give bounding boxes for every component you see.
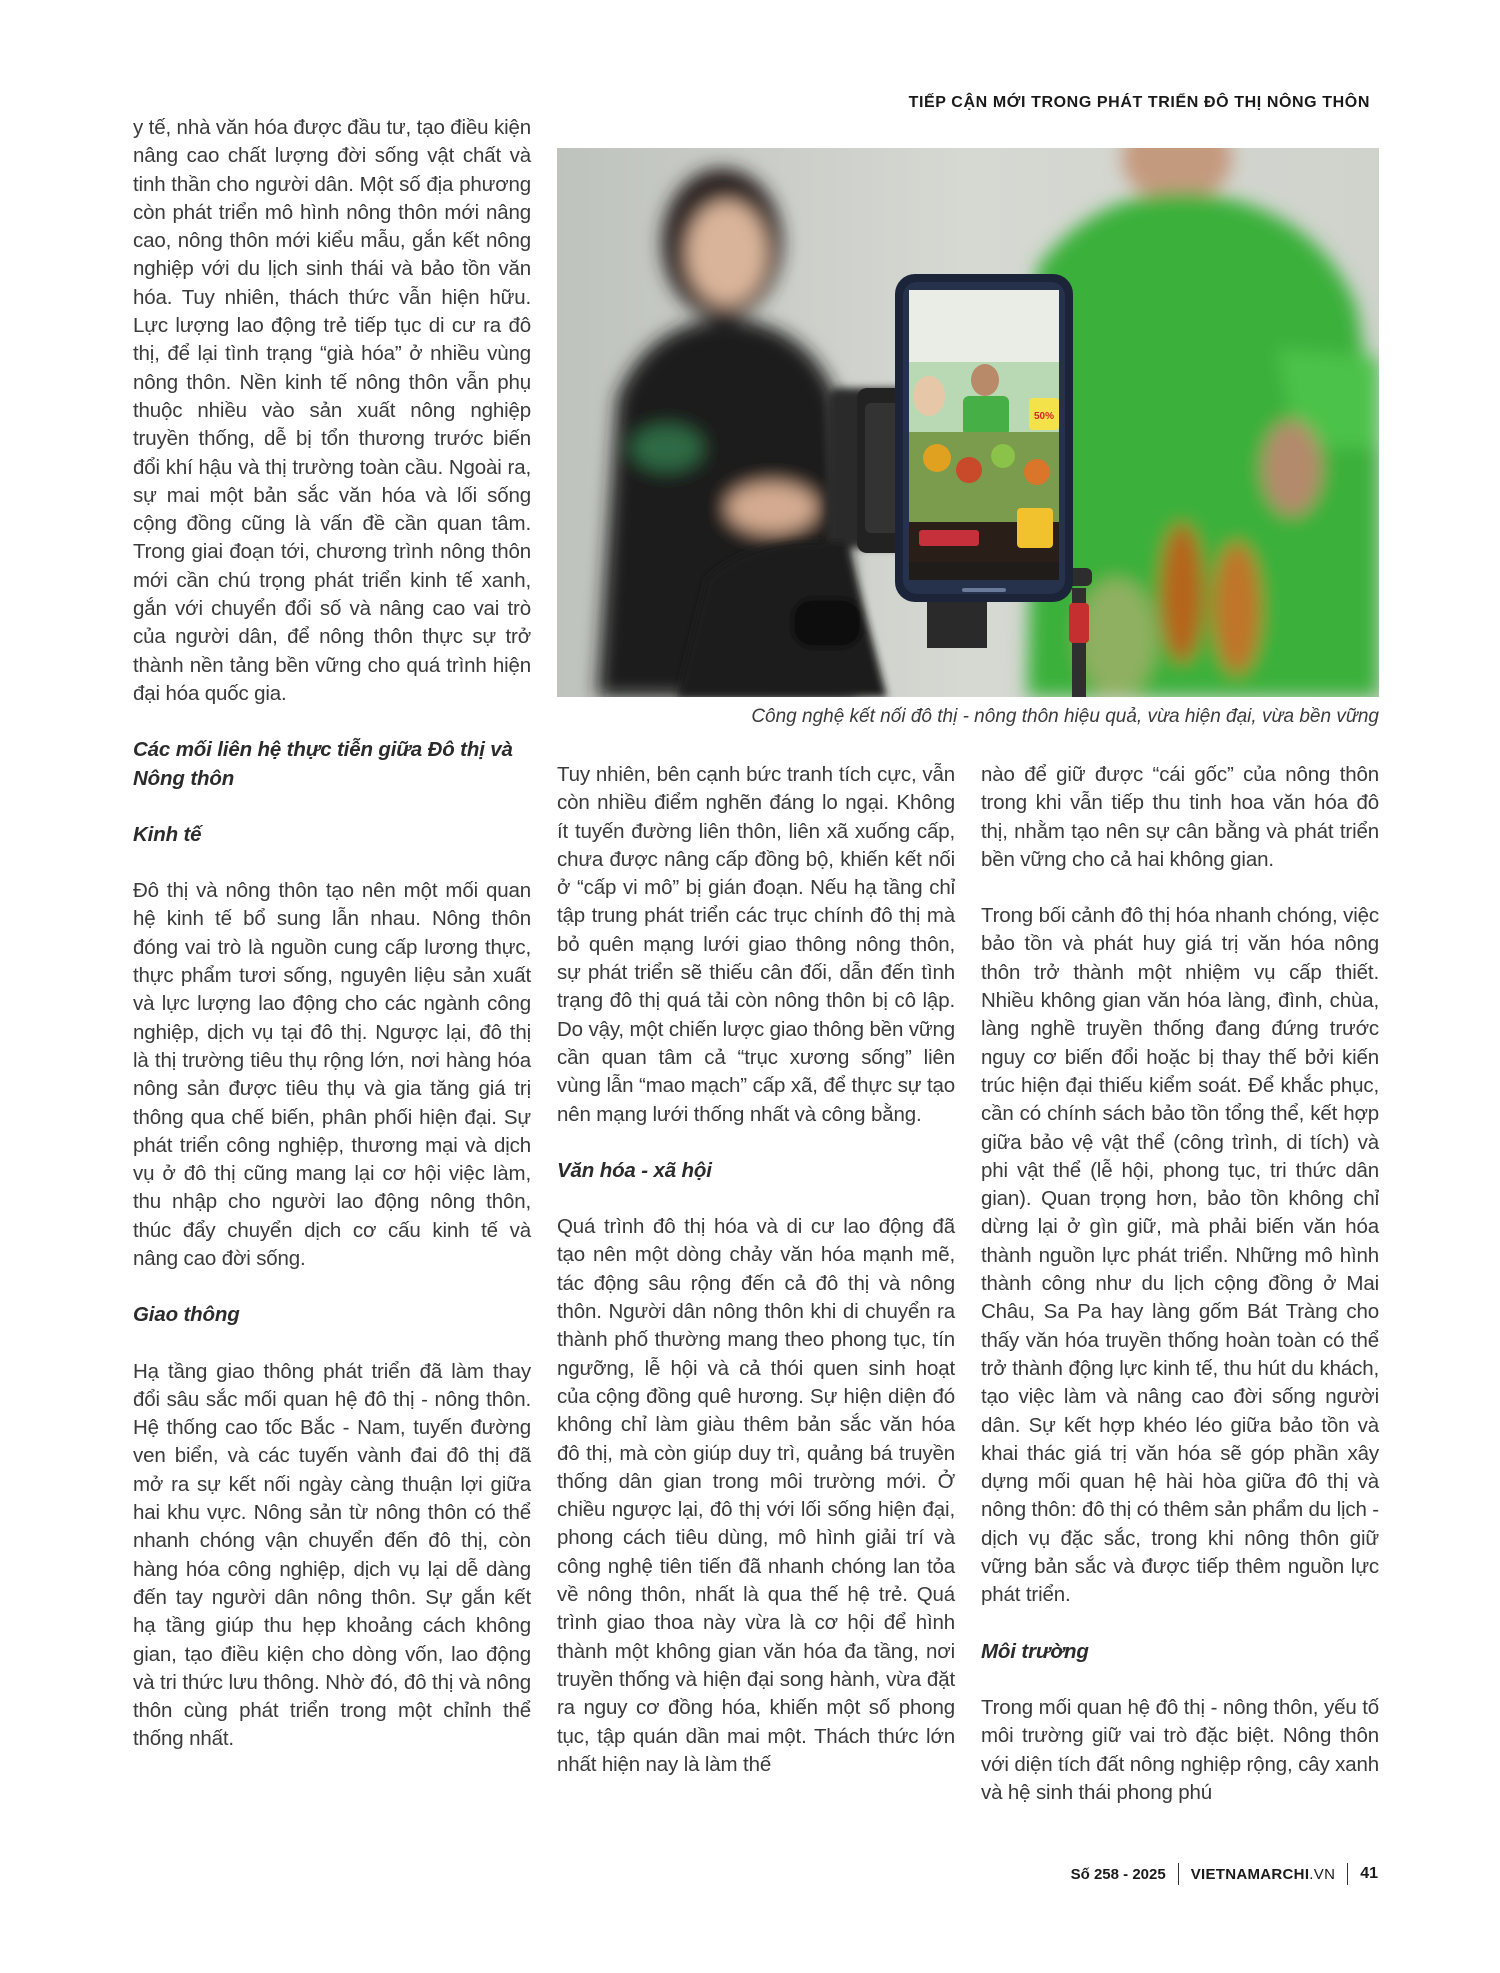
heading-environment: Môi trường <box>981 1639 1089 1663</box>
phone-screen <box>909 290 1059 580</box>
paragraph-intro: y tế, nhà văn hóa được đầu tư, tạo điều kiện nâng cao chất lượng đời sống vật chất và tinh thần cho người dân. Một số địa phương còn phát triển mô hình nông thôn mới nâng cao, nông thôn mới kiểu mẫu, gắn kết nông nghiệp với du lịch sinh thái và bảo tồn văn hóa. Tuy nhiên, thách thức vẫn hiện hữu. Lực lượng lao động trẻ tiếp tục di cư ra đô thị, để lại tình trạng “già hóa” ở nhiều vùng nông thôn. Nền kinh tế nông thôn vẫn phụ thuộc nhiều vào sản xuất nông nghiệp truyền thống, dễ bị tổn thương trước biến đổi khí hậu và thị trường toàn cầu. Ngoài ra, sự mai một bản sắc văn hóa và lối sống cộng đồng cũng là vấn đề cần quan tâm. Trong giai đoạn tới, chương trình nông thôn mới cần chú trọng phát triển kinh tế xanh, gắn với chuyển đổi số và nâng cao vai trò của người dân, để nông thôn thực sự trở thành nền tảng bền vững cho quá trình hiện đại hóa quốc gia. <box>133 116 531 705</box>
footer-divider-2 <box>1347 1863 1348 1885</box>
heading-economy: Kinh tế <box>133 822 202 846</box>
footer-divider <box>1178 1863 1179 1885</box>
paragraph-environment: Trong mối quan hệ đô thị - nông thôn, yếu tố môi trường giữ vai trò đặc biệt. Nông thôn với diện tích đất nông nghiệp rộng, cây xanh và hệ sinh thái phong phú <box>981 1695 1379 1804</box>
heading-relations: Các mối liên hệ thực tiễn giữa Đô thị và Nông thôn <box>133 738 513 790</box>
site-name-suffix: .VN <box>1309 1865 1336 1883</box>
section-header: TIẾP CẬN MỚI TRONG PHÁT TRIỂN ĐÔ THỊ NÔNG THÔN <box>908 94 1370 111</box>
livestream-phone-photo <box>557 148 1379 697</box>
paragraph-transport: Hạ tầng giao thông phát triển đã làm thay đổi sâu sắc mối quan hệ đô thị - nông thôn. Hệ thống cao tốc Bắc - Nam, tuyến đường ven biển, và các tuyến vành đai đô thị đã mở ra sự kết nối ngày càng thuận lợi giữa hai khu vực. Nông sản từ nông thôn có thể nhanh chóng vận chuyển đến đô thị, còn hàng hóa công nghiệp, dịch vụ lại dễ dàng đến tay người dân nông thôn. Sự gắn kết hạ tầng giúp thu hẹp khoảng cách không gian, tạo điều kiện cho dòng vốn, lao động và tri thức lưu thông. Nhờ đó, đô thị và nông thôn cùng phát triển trong một chỉnh thể thống nhất. <box>133 1359 531 1751</box>
photo-caption: Công nghệ kết nối đô thị - nông thôn hiệu quả, vừa hiện đại, vừa bền vững <box>751 706 1379 727</box>
article-photo <box>557 148 1379 697</box>
issue-number: Số 258 - 2025 <box>1070 1865 1166 1883</box>
paragraph-transport-cont: Tuy nhiên, bên cạnh bức tranh tích cực, vẫn còn nhiều điểm nghẽn đáng lo ngại. Không ít tuyến đường liên thôn, liên xã xuống cấp, chưa được nâng cấp đồng bộ, khiến kết nối ở “cấp vi mô” bị gián đoạn. Nếu hạ tầng chỉ tập trung phát triển các trục chính đô thị mà bỏ quên mạng lưới giao thông nông thôn, sự phát triển sẽ thiếu cân đối, dẫn đến tình trạng đô thị quá tải còn nông thôn bị cô lập. Do vậy, một chiến lược giao thông bền vững cần quan tâm cả “trục xương sống” liên vùng lẫn “mao mạch” cấp xã, để thực sự tạo nên mạng lưới thống nhất và công bằng. <box>557 763 955 1126</box>
site-name-main: VIETNAMARCHI <box>1190 1865 1310 1883</box>
paragraph-economy: Đô thị và nông thôn tạo nên một mối quan hệ kinh tế bổ sung lẫn nhau. Nông thôn đóng vai trò là nguồn cung cấp lương thực, thực phẩm tươi sống, nguyên liệu sản xuất và lực lượng lao động cho các ngành công nghiệp, dịch vụ tại đô thị. Ngược lại, đô thị là thị trường tiêu thụ rộng lớn, nơi hàng hóa nông sản được tiêu thụ và gia tăng giá trị thông qua chế biến, phân phối hiện đại. Sự phát triển công nghiệp, thương mại và dịch vụ ở đô thị cũng mang lại cơ hội việc làm, thu nhập cho người lao động nông thôn, thúc đẩy chuyển dịch cơ cấu kinh tế và nâng cao đời sống. <box>133 879 531 1270</box>
column-2 <box>557 761 955 1807</box>
column-1 <box>133 114 531 1782</box>
paragraph-culture-cont: nào để giữ được “cái gốc” của nông thôn trong khi vẫn tiếp thu tinh hoa văn hóa đô thị, nhằm tạo nên sự cân bằng và phát triển bền vững cho cả hai không gian. <box>981 763 1379 871</box>
paragraph-conservation: Trong bối cảnh đô thị hóa nhanh chóng, việc bảo tồn và phát huy giá trị văn hóa nông thôn trở thành một nhiệm vụ cấp thiết. Nhiều không gian văn hóa làng, đình, chùa, làng nghề truyền thống đang đứng trước nguy cơ biến đổi hoặc bị thay thế bởi kiến trúc hiện đại thiếu kiểm soát. Để khắc phục, cần có chính sách bảo tồn tổng thể, kết hợp giữa bảo vệ vật thể (công trình, di tích) và phi vật thể (lễ hội, phong tục, tri thức dân gian). Quan trọng hơn, bảo tồn không chỉ dừng lại ở gìn giữ, mà phải biến văn hóa thành nguồn lực phát triển. Những mô hình thành công như du lịch cộng đồng ở Mai Châu, Sa Pa hay làng gốm Bát Tràng cho thấy văn hóa truyền thống hoàn toàn có thể trở thành động lực kinh tế, thu hút du khách, tạo việc làm và nâng cao đời sống người dân. Sự kết hợp khéo léo giữa bảo tồn và khai thác giá trị văn hóa sẽ góp phần xây dựng mối quan hệ hài hòa giữa đô thị và nông thôn: đô thị có thêm sản phẩm du lịch - dịch vụ đặc sắc, trong khi nông thôn giữ vững bản sắc và được tiếp thêm nguồn lực phát triển. <box>981 904 1379 1607</box>
page-footer <box>1071 1862 1378 1886</box>
heading-transport: Giao thông <box>133 1303 240 1327</box>
column-3 <box>981 761 1379 1835</box>
site-name <box>1191 1866 1336 1883</box>
page-number: 41 <box>1360 1865 1378 1882</box>
heading-culture: Văn hóa - xã hội <box>557 1158 712 1182</box>
paragraph-culture: Quá trình đô thị hóa và di cư lao động đã tạo nên một dòng chảy văn hóa mạnh mẽ, tác động sâu rộng đến cả đô thị và nông thôn. Người dân nông thôn khi di chuyển ra thành phố thường mang theo phong tục, tín ngưỡng, lễ hội và cả thói quen sinh hoạt của cộng đồng quê hương. Sự hiện diện đó không chỉ làm giàu thêm bản sắc văn hóa đô thị, mà còn giúp duy trì, quảng bá truyền thống dân gian trong môi trường mới. Ở chiều ngược lại, đô thị với lối sống hiện đại, phong cách tiêu dùng, mô hình giải trí và công nghệ tiên tiến đã nhanh chóng lan tỏa về nông thôn, nhất là qua thế hệ trẻ. Quá trình giao thoa này vừa là cơ hội để hình thành một không gian văn hóa đa tầng, nơi truyền thống và hiện đại song hành, vừa đặt ra nguy cơ đồng hóa, khiến một số phong tục, tập quán dần mai một. Thách thức lớn nhất hiện nay là làm thế <box>557 1215 955 1776</box>
sale-badge-text: 50% <box>1033 411 1055 422</box>
